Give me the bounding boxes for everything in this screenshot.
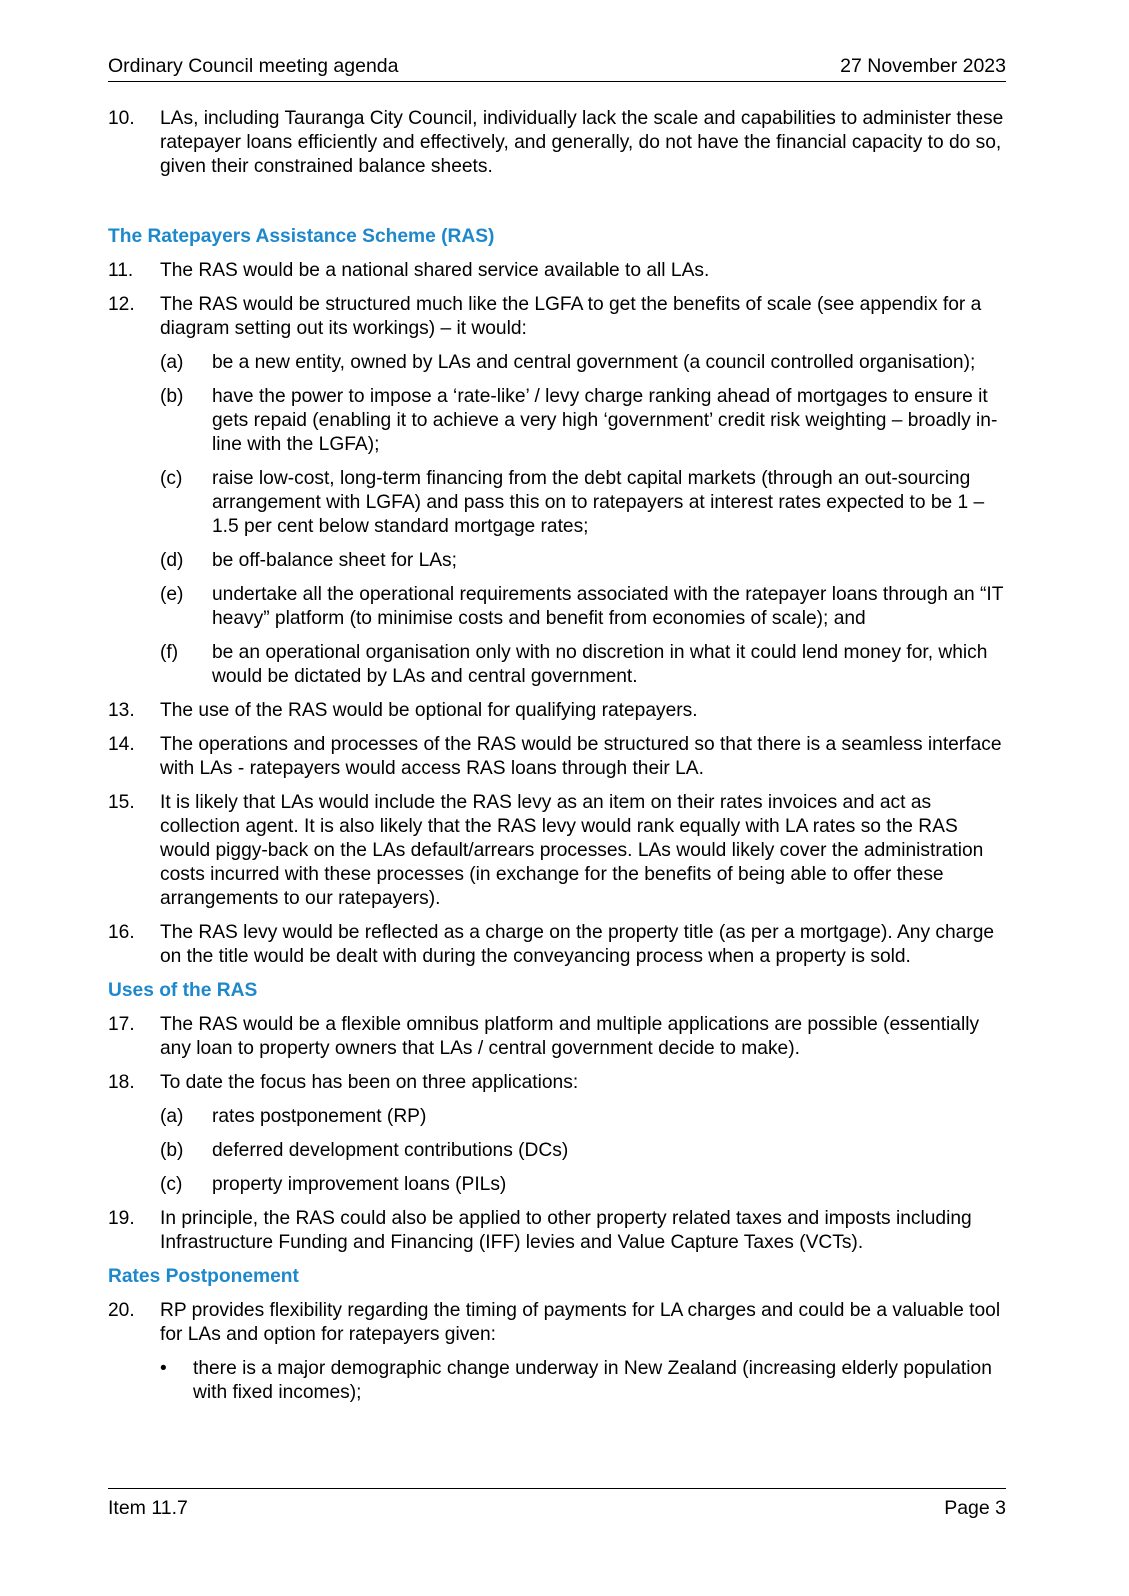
paragraph-18	[108, 1071, 1006, 1197]
sub-item-label: (b)	[160, 1140, 184, 1161]
sub-item-label: (c)	[160, 1174, 183, 1195]
paragraph-text: The RAS would be a national shared service available to all LAs.	[160, 260, 710, 281]
bullet-item	[160, 1357, 1006, 1405]
paragraph-text: The RAS would be a flexible omnibus platform and multiple applications are possible (essentially any loan to property owners that LAs / central government decide to make).	[160, 1014, 980, 1059]
sub-item-label: (b)	[160, 386, 184, 407]
sub-item-text: property improvement loans (PILs)	[212, 1174, 507, 1195]
paragraph-number: 20.	[108, 1300, 135, 1321]
paragraph-text: The RAS levy would be reflected as a charge on the property title (as per a mortgage). Any charge on the title would be dealt with during the conveyancing process when a property is sold.	[160, 922, 995, 967]
paragraph-20	[108, 1299, 1006, 1405]
paragraph-text: The use of the RAS would be optional for qualifying ratepayers.	[160, 700, 698, 721]
sub-item-c	[160, 1173, 1006, 1197]
sub-item-text: raise low-cost, long-term financing from the debt capital markets (through an out-sourcing arrangement with LGFA) and pass this on to ratepayers at interest rates expected to be 1 – 1.5 per cent below standard mortgage rates;	[212, 468, 985, 537]
paragraph-19	[108, 1207, 1006, 1255]
paragraph-11	[108, 259, 1006, 283]
paragraph-number: 14.	[108, 734, 135, 755]
footer-item: Item 11.7	[108, 1497, 188, 1519]
header-title: Ordinary Council meeting agenda	[108, 55, 399, 77]
document-body	[108, 107, 1006, 1415]
sub-item-c	[160, 467, 1006, 539]
sub-item-e	[160, 583, 1006, 631]
paragraph-10	[108, 107, 1006, 179]
sub-item-b	[160, 1139, 1006, 1163]
paragraph-number: 11.	[108, 260, 134, 281]
paragraph-12	[108, 293, 1006, 689]
sub-item-label: (d)	[160, 550, 184, 571]
sub-item-f	[160, 641, 1006, 689]
section-heading-rates-postponement: Rates Postponement	[108, 1266, 299, 1287]
paragraph-number: 17.	[108, 1014, 135, 1035]
page-footer	[108, 1488, 1006, 1520]
paragraph-number: 10.	[108, 108, 135, 129]
page-header	[108, 55, 1006, 82]
paragraph-14	[108, 733, 1006, 781]
sub-item-label: (c)	[160, 468, 183, 489]
paragraph-text: The RAS would be structured much like the LGFA to get the benefits of scale (see appendix for a diagram setting out its workings) – it would:	[160, 294, 982, 339]
sub-item-text: be off-balance sheet for LAs;	[212, 550, 457, 571]
footer-page: Page 3	[944, 1497, 1006, 1519]
header-date: 27 November 2023	[840, 55, 1006, 77]
sub-item-text: have the power to impose a ‘rate-like’ / levy charge ranking ahead of mortgages to ensure it gets repaid (enabling it to achieve a very high ‘government’ credit risk weighting – broadly in-line with the LGFA);	[212, 386, 998, 455]
sub-item-text: be an operational organisation only with no discretion in what it could lend money for, which would be dictated by LAs and central government.	[212, 642, 988, 687]
sub-item-a	[160, 351, 1006, 375]
paragraph-number: 15.	[108, 792, 135, 813]
paragraph-text: LAs, including Tauranga City Council, individually lack the scale and capabilities to administer these ratepayer loans efficiently and effectively, and generally, do not have the financial capacity to do so, given their constrained balance sheets.	[160, 108, 1004, 177]
paragraph-text: In principle, the RAS could also be applied to other property related taxes and imposts including Infrastructure Funding and Financing (IFF) levies and Value Capture Taxes (VCTs).	[160, 1208, 972, 1253]
paragraph-17	[108, 1013, 1006, 1061]
paragraph-text: To date the focus has been on three applications:	[160, 1072, 579, 1093]
sub-item-d	[160, 549, 1006, 573]
paragraph-text: The operations and processes of the RAS would be structured so that there is a seamless interface with LAs - ratepayers would access RAS loans through their LA.	[160, 734, 1002, 779]
sub-item-text: rates postponement (RP)	[212, 1106, 427, 1127]
paragraph-number: 12.	[108, 294, 135, 315]
paragraph-text: RP provides flexibility regarding the timing of payments for LA charges and could be a valuable tool for LAs and option for ratepayers given:	[160, 1300, 1001, 1345]
paragraph-number: 16.	[108, 922, 135, 943]
sub-item-label: (a)	[160, 1106, 184, 1127]
paragraph-13	[108, 699, 1006, 723]
section-heading-uses: Uses of the RAS	[108, 980, 258, 1001]
paragraph-16	[108, 921, 1006, 969]
sub-item-b	[160, 385, 1006, 457]
sub-item-text: undertake all the operational requirements associated with the ratepayer loans through an “IT heavy” platform (to minimise costs and benefit from economies of scale); and	[212, 584, 1004, 629]
sub-item-label: (f)	[160, 642, 179, 663]
paragraph-number: 19.	[108, 1208, 135, 1229]
paragraph-15	[108, 791, 1006, 911]
paragraph-number: 18.	[108, 1072, 135, 1093]
sub-item-label: (e)	[160, 584, 184, 605]
sub-item-a	[160, 1105, 1006, 1129]
section-heading-ras: The Ratepayers Assistance Scheme (RAS)	[108, 226, 495, 247]
sub-item-text: be a new entity, owned by LAs and central government (a council controlled organisation);	[212, 352, 976, 373]
sub-item-label: (a)	[160, 352, 184, 373]
paragraph-text: It is likely that LAs would include the RAS levy as an item on their rates invoices and act as collection agent. It is also likely that the RAS levy would rank equally with LA rates so the RAS would piggy-back on the LAs default/arrears processes. LAs would likely cover the administration costs incurred with these processes (in exchange for the benefits of being able to offer these arrangements to our ratepayers).	[160, 792, 984, 909]
bullet-icon: •	[160, 1358, 167, 1379]
sub-item-text: deferred development contributions (DCs)	[212, 1140, 569, 1161]
paragraph-number: 13.	[108, 700, 135, 721]
bullet-text: there is a major demographic change underway in New Zealand (increasing elderly population with fixed incomes);	[193, 1358, 992, 1403]
